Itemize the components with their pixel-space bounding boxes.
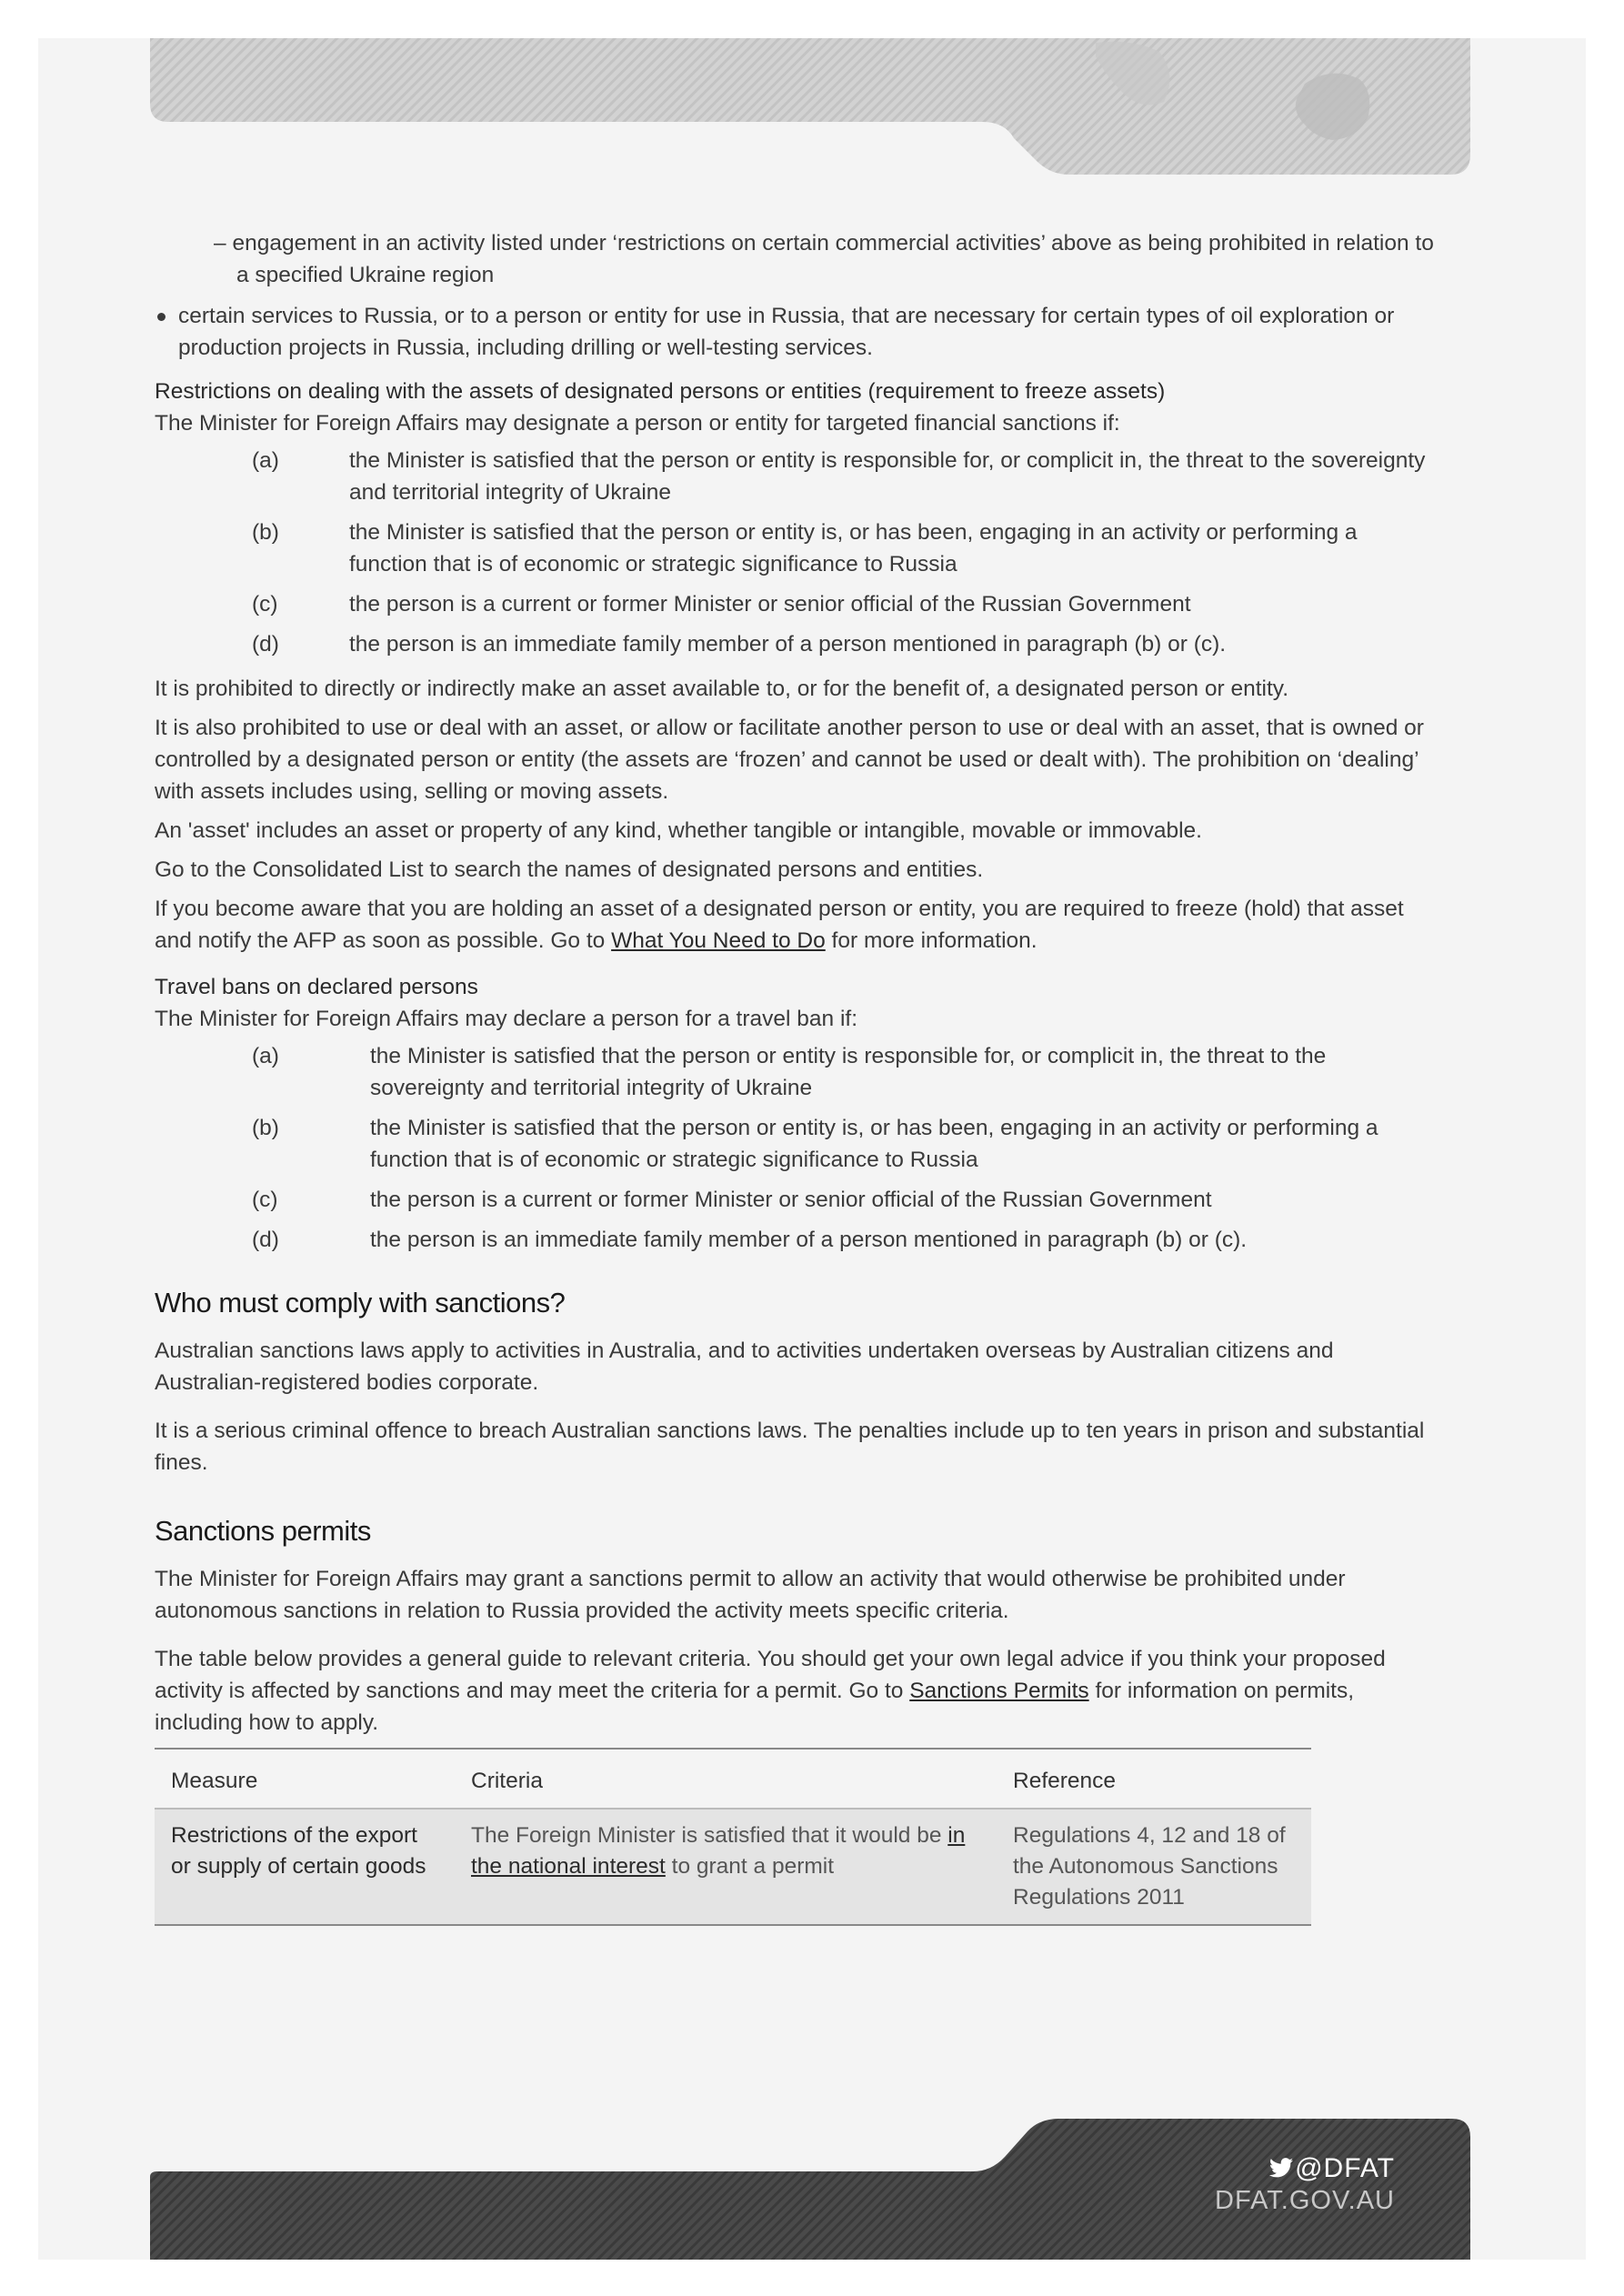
document-page bbox=[38, 38, 1586, 2260]
permit-criteria-table bbox=[155, 1748, 1311, 1926]
list-item: (b) the Minister is satisfied that the person or entity is, or has been, engaging in an activity or performing a function that is of economic or strategic significance to Russia bbox=[252, 520, 1358, 577]
list-item: (c) the person is a current or former Minister or senior official of the Russian Government bbox=[252, 592, 1191, 617]
list-item: (a) the Minister is satisfied that the person or entity is responsible for, or complicit in, the threat to the sovereignty and territorial integrity of Ukraine bbox=[252, 1044, 1327, 1100]
travel-intro: The Minister for Foreign Affairs may declare a person for a travel ban if: bbox=[155, 1007, 858, 1031]
heading-who-must-comply: Who must comply with sanctions? bbox=[155, 1287, 566, 1318]
dash-list-item: – engagement in an activity listed under ‘restrictions on certain commercial activities’ above as being prohibited in relation to a specified Ukraine region bbox=[214, 231, 1434, 287]
assets-paragraph-5: If you become aware that you are holding an asset of a designated person or entity, you are required to freeze (hold) that asset and notify the AFP as soon as possible. Go to What You Need to Do for more information. bbox=[155, 897, 1404, 953]
assets-paragraph-4: Go to the Consolidated List to search the names of designated persons and entities. bbox=[155, 857, 984, 882]
sanctions-permits-link[interactable]: Sanctions Permits bbox=[909, 1679, 1089, 1703]
comply-paragraph-2: It is a serious criminal offence to breach Australian sanctions laws. The penalties include up to ten years in prison and substantial fines. bbox=[155, 1419, 1425, 1475]
cell-reference: Regulations 4, 12 and 18 of the Autonomous Sanctions Regulations 2011 bbox=[997, 1809, 1311, 1925]
column-header-reference: Reference bbox=[997, 1749, 1311, 1809]
permits-paragraph-1: The Minister for Foreign Affairs may grant a sanctions permit to allow an activity that would otherwise be prohibited under autonomous sanctions in relation to Russia provided the activity meets specific criteria. bbox=[155, 1567, 1346, 1623]
bullet-icon bbox=[157, 313, 165, 321]
column-header-measure: Measure bbox=[155, 1749, 455, 1809]
assets-paragraph-1: It is prohibited to directly or indirectly make an asset available to, or for the benefit of, a designated person or entity. bbox=[155, 677, 1288, 701]
national-interest-link[interactable]: in the national interest bbox=[471, 1823, 966, 1879]
cell-measure: Restrictions of the export or supply of certain goods bbox=[155, 1809, 455, 1925]
heading-sanctions-permits: Sanctions permits bbox=[155, 1515, 371, 1547]
header-banner bbox=[150, 38, 1470, 175]
twitter-bird-icon bbox=[1269, 2158, 1293, 2178]
bullet-list-item: certain services to Russia, or to a person or entity for use in Russia, that are necessary for certain types of oil exploration or production projects in Russia, including drilling or well-testing services. bbox=[155, 300, 1441, 364]
designation-criteria-list bbox=[155, 445, 1441, 660]
list-item: (b) the Minister is satisfied that the person or entity is, or has been, engaging in an activity or performing a function that is of economic or strategic significance to Russia bbox=[252, 1116, 1378, 1172]
section-subheading-assets: Restrictions on dealing with the assets of designated persons or entities (requirement to freeze assets) bbox=[155, 379, 1166, 404]
assets-intro: The Minister for Foreign Affairs may designate a person or entity for targeted financial sanctions if: bbox=[155, 411, 1120, 436]
section-subheading-travel: Travel bans on declared persons bbox=[155, 975, 478, 999]
footer-twitter-handle[interactable]: @DFAT bbox=[1269, 2153, 1395, 2184]
list-item: (d) the person is an immediate family member of a person mentioned in paragraph (b) or (c). bbox=[252, 1228, 1248, 1252]
table-row bbox=[155, 1809, 1311, 1925]
assets-paragraph-2: It is also prohibited to use or deal with an asset, or allow or facilitate another person to use or deal with an asset, that is owned or controlled by a designated person or entity (the assets are ‘frozen’ and cannot be used or dealt with). The prohibition on ‘dealing’ with assets includes using, selling or moving assets. bbox=[155, 716, 1424, 804]
assets-paragraph-3: An 'asset' includes an asset or property of any kind, whether tangible or intangible, movable or immovable. bbox=[155, 818, 1202, 843]
list-item: (d) the person is an immediate family member of a person mentioned in paragraph (b) or (c). bbox=[252, 632, 1227, 657]
list-item: (c) the person is a current or former Minister or senior official of the Russian Government bbox=[252, 1188, 1212, 1212]
column-header-criteria: Criteria bbox=[455, 1749, 997, 1809]
list-item: (a) the Minister is satisfied that the person or entity is responsible for, or complicit in, the threat to the sovereignty and territorial integrity of Ukraine bbox=[252, 448, 1426, 505]
what-you-need-to-do-link[interactable]: What You Need to Do bbox=[611, 928, 826, 953]
table-header-row bbox=[155, 1749, 1311, 1809]
footer-website[interactable]: DFAT.GOV.AU bbox=[1215, 2186, 1395, 2215]
permits-paragraph-2: The table below provides a general guide to relevant criteria. You should get your own legal advice if you think your proposed activity is affected by sanctions and may meet the criteria for a permit. Go to Sanctions Permits for information on permits, including how to apply. bbox=[155, 1647, 1386, 1735]
travel-ban-criteria-list bbox=[155, 1040, 1441, 1256]
cell-criteria: The Foreign Minister is satisfied that it would be in the national interest to grant a permit bbox=[455, 1809, 997, 1925]
comply-paragraph-1: Australian sanctions laws apply to activities in Australia, and to activities undertaken overseas by Australian citizens and Australian-registered bodies corporate. bbox=[155, 1338, 1334, 1395]
